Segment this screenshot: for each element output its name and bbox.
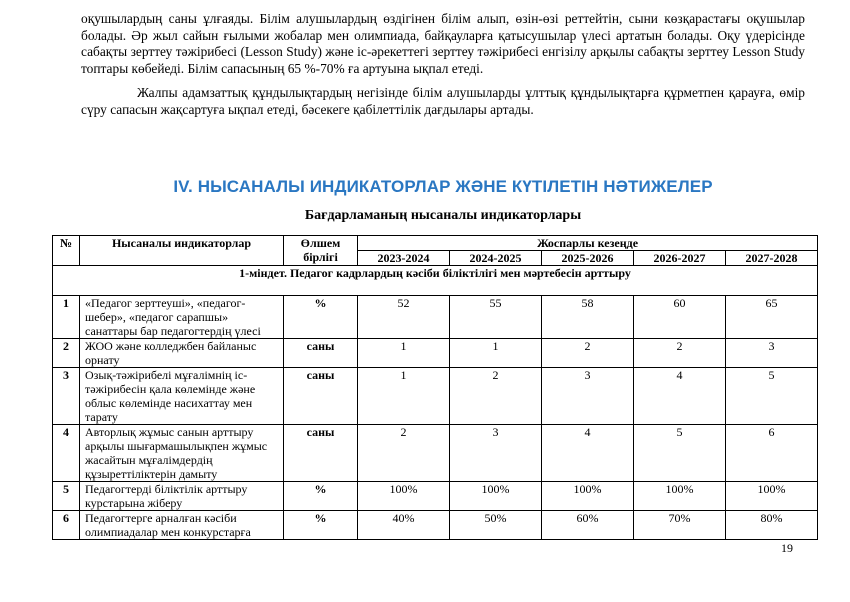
row-value: 3 (542, 368, 634, 425)
row-value: 2 (358, 425, 450, 482)
row-value: 100% (542, 482, 634, 511)
row-value: 3 (450, 425, 542, 482)
row-value: 60% (542, 511, 634, 540)
row-value: 50% (450, 511, 542, 540)
row-value: 70% (634, 511, 726, 540)
row-value: 60 (634, 296, 726, 339)
header-year: 2024-2025 (450, 251, 542, 266)
header-indicator: Нысаналы индикаторлар (80, 236, 284, 266)
row-unit: % (284, 482, 358, 511)
row-unit: саны (284, 339, 358, 368)
header-year: 2026-2027 (634, 251, 726, 266)
task-row (53, 266, 818, 296)
header-year: 2023-2024 (358, 251, 450, 266)
row-number: 3 (53, 368, 80, 425)
row-value: 5 (726, 368, 818, 425)
header-unit: Өлшем бірлігі (284, 236, 358, 266)
row-value: 5 (634, 425, 726, 482)
header-year: 2025-2026 (542, 251, 634, 266)
row-value: 3 (726, 339, 818, 368)
row-number: 5 (53, 482, 80, 511)
row-value: 52 (358, 296, 450, 339)
row-value: 100% (634, 482, 726, 511)
row-value: 100% (450, 482, 542, 511)
table-header-row (53, 236, 818, 251)
row-value: 100% (358, 482, 450, 511)
task-title: 1-міндет. Педагог кадрлардың кәсіби біліктілігі мен мәртебесін арттыру (53, 266, 818, 296)
table-row (53, 425, 818, 482)
row-number: 2 (53, 339, 80, 368)
row-value: 4 (542, 425, 634, 482)
row-unit: саны (284, 368, 358, 425)
table-row (53, 368, 818, 425)
row-value: 4 (634, 368, 726, 425)
row-indicator: Педагогтерге арналған кәсіби олимпиадалар мен конкурстарға (80, 511, 284, 540)
row-value: 40% (358, 511, 450, 540)
row-unit: % (284, 511, 358, 540)
table-row (53, 339, 818, 368)
section-title: IV. НЫСАНАЛЫ ИНДИКАТОРЛАР ЖӘНЕ КҮТІЛЕТІН НӘТИЖЕЛЕР (173, 177, 713, 196)
row-indicator: ЖОО және колледжбен байланыс орнату (80, 339, 284, 368)
indicators-table (52, 235, 818, 540)
table-row (53, 482, 818, 511)
row-value: 2 (542, 339, 634, 368)
row-unit: саны (284, 425, 358, 482)
row-number: 1 (53, 296, 80, 339)
row-indicator: Авторлық жұмыс санын арттыру арқылы шығармашылықпен жұмыс жасайтын мұғалімдердің құзыреттіліктерін дамыту (80, 425, 284, 482)
table-caption: Бағдарламаның нысаналы индикаторлары (304, 208, 582, 223)
row-value: 1 (450, 339, 542, 368)
header-year: 2027-2028 (726, 251, 818, 266)
row-indicator: Озық-тәжірибелі мұғалімнің іс-тәжірибесін қала көлемінде және облыс көлемінде насихаттау мен тарату (80, 368, 284, 425)
intro-paragraph: Жалпы адамзаттық құндылықтардың негізінде білім алушыларды ұлттық құндылықтарға құрметпен қарауға, өмір сүру сапасын жақсартуға ықпал етеді, бәсекеге қабілеттілік дағдылары артады. (81, 85, 805, 117)
row-value: 80% (726, 511, 818, 540)
header-num: № (53, 236, 80, 266)
header-period: Жоспарлы кезеңде (358, 236, 818, 251)
row-indicator: «Педагог зерттеуші», «педагог-шебер», «педагог сарапшы» санаттары бар педагогтердің үлесі (80, 296, 284, 339)
table-row (53, 296, 818, 339)
table-row (53, 511, 818, 540)
row-value: 65 (726, 296, 818, 339)
row-number: 4 (53, 425, 80, 482)
row-value: 2 (450, 368, 542, 425)
row-value: 100% (726, 482, 818, 511)
row-number: 6 (53, 511, 80, 540)
intro-paragraph: оқушылардың саны ұлғаяды. Білім алушылардың өздігінен білім алып, өзін-өзі реттейтін, сыни көзқарастағы оқушылар болады. Әр жыл сайын ғылыми жобалар мен олимпиада, байқауларға қатысушылар үлесі артатын болады. Оқу үдерісінде сабақты зерттеу тәжірибесі (Lesson Study) және іс-әрекеттегі зерттеу тәжірибесі енгізілу арқылы сабақты зерттеу Lesson Study топтары көбейеді. Білім сапасының 65 %-70% ға артуына ықпал етеді. (81, 11, 805, 76)
row-value: 55 (450, 296, 542, 339)
row-value: 2 (634, 339, 726, 368)
page-number: 19 (781, 541, 793, 555)
row-value: 1 (358, 339, 450, 368)
row-value: 1 (358, 368, 450, 425)
row-value: 6 (726, 425, 818, 482)
row-value: 58 (542, 296, 634, 339)
row-unit: % (284, 296, 358, 339)
row-indicator: Педагогтерді біліктілік арттыру курстарына жіберу (80, 482, 284, 511)
